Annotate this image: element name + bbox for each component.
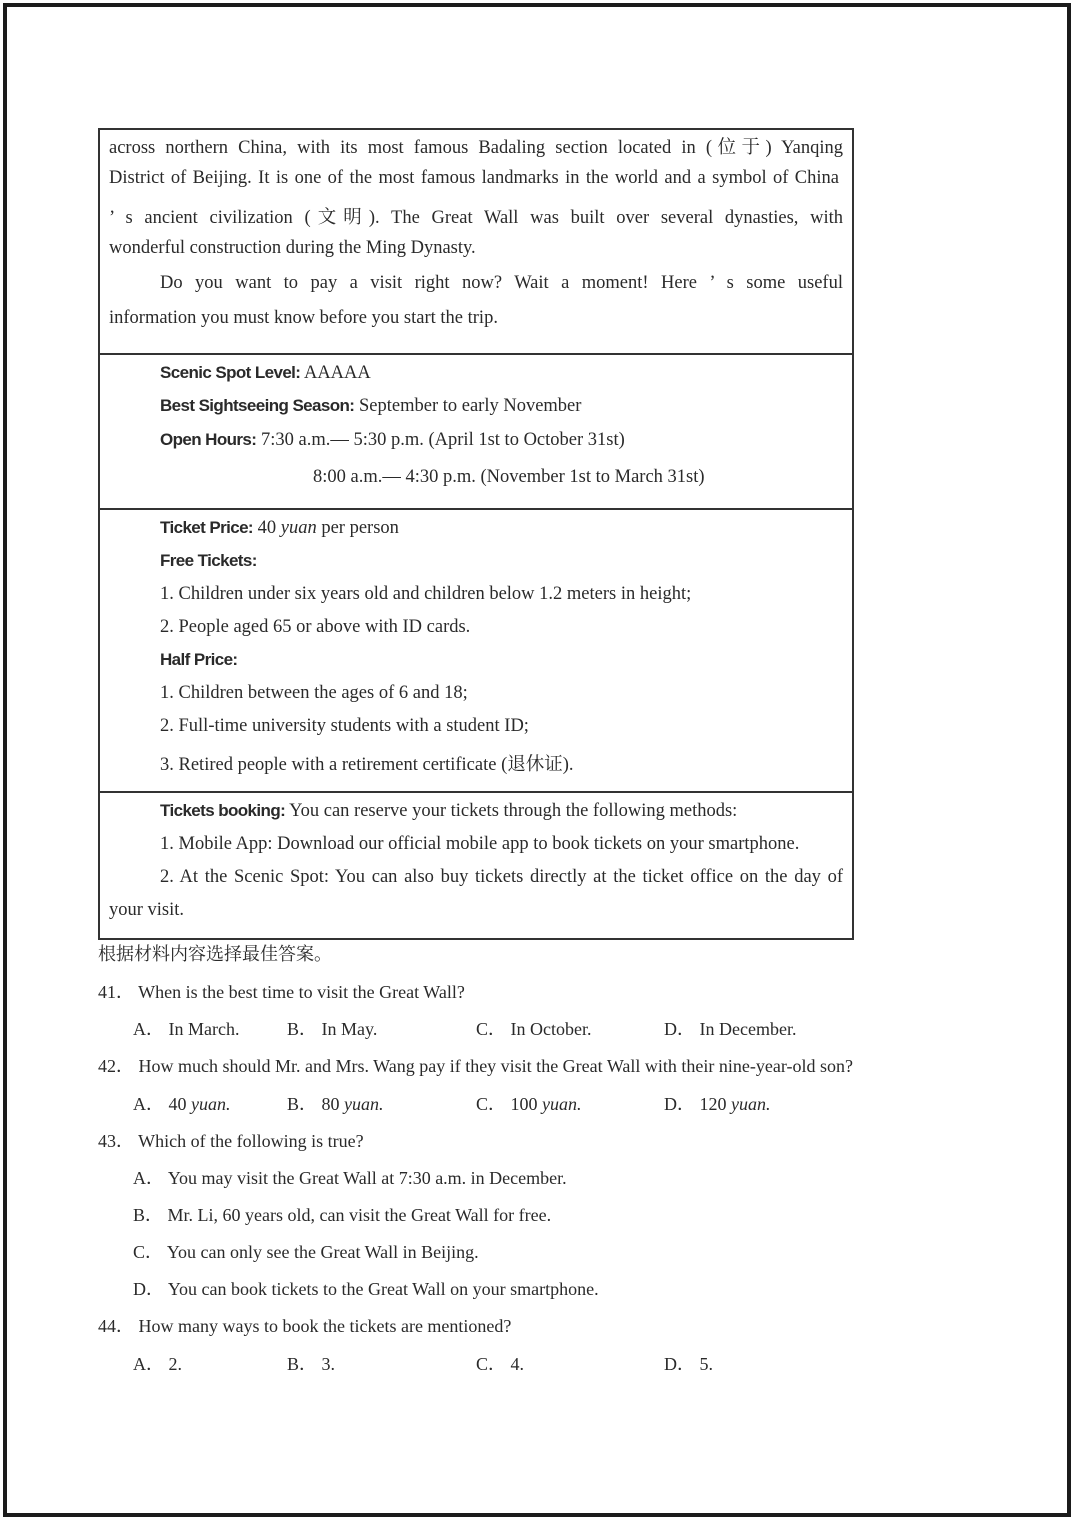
q42-option-d-text: D． 120 [664,1094,731,1114]
passage-box [98,128,854,355]
season-label: Best Sightseeing Season: [160,396,355,415]
q42-option-b [287,1090,384,1116]
ticket-price-suffix: per person [316,518,399,538]
question-41: 41． When is the best time to visit the Great Wall? [98,982,465,1002]
booking-method: 2. At the Scenic Spot: You can also buy tickets directly at the ticket office on the day of [160,867,843,887]
question-43: 43． Which of the following is true? [98,1131,364,1151]
q42-option-a [133,1090,231,1116]
half-price-item: 2. Full-time university students with a student ID; [160,716,529,736]
q41-option-b: B． In May. [287,1019,378,1039]
q42-option-d [664,1090,771,1116]
passage-line: information you must know before you start the trip. [109,308,498,328]
passage-line: wonderful construction during the Ming Dynasty. [109,238,476,258]
q44-option-a: A． 2. [133,1354,182,1374]
ticket-price-number: 40 [253,518,281,538]
ticket-price-label: Ticket Price: [160,518,253,537]
q42-option-b-text: B． 80 [287,1094,345,1114]
passage-line: across northern China, with its most famous Badaling section located in (位于) Yanqing [109,138,843,158]
open-hours-winter: 8:00 a.m.— 4:30 p.m. (November 1st to March 31st) [313,467,705,487]
q42-option-c [476,1090,582,1116]
passage-line: District of Beijing. It is one of the most famous landmarks in the world and a symbol of China [109,168,839,188]
scenic-level [160,363,371,384]
ticket-price [160,518,399,539]
q44-option-d: D． 5. [664,1354,713,1374]
booking-intro-text: You can reserve your tickets through the following methods: [285,801,738,821]
scenic-level-value: AAAAA [300,363,371,383]
q41-option-d: D． In December. [664,1019,797,1039]
season-value: September to early November [354,396,582,416]
half-price-label: Half Price: [160,650,238,669]
free-ticket-item: 2. People aged 65 or above with ID cards. [160,617,471,637]
q42-option-c-text: C． 100 [476,1094,543,1114]
q42-option-b-unit: yuan. [344,1094,384,1114]
q41-option-c: C． In October. [476,1019,592,1039]
tickets-box [98,510,854,793]
info-box [98,355,854,510]
q43-option-c: C． You can only see the Great Wall in Beijing. [133,1242,479,1262]
hours-value: 7:30 a.m.— 5:30 p.m. (April 1st to October 31st) [256,430,625,450]
booking-method-continued: your visit. [109,900,185,920]
q42-option-a-unit: yuan. [191,1094,231,1114]
q42-option-c-unit: yuan. [542,1094,582,1114]
free-tickets-heading [160,551,257,572]
sightseeing-season [160,396,581,417]
q42-option-d-unit: yuan. [731,1094,771,1114]
q43-option-d: D． You can book tickets to the Great Wall on your smartphone. [133,1279,599,1299]
instruction: 根据材料内容选择最佳答案。 [98,944,332,964]
booking-method: 1. Mobile App: Download our official mobile app to book tickets on your smartphone. [160,834,800,854]
question-42: 42． How much should Mr. and Mrs. Wang pay if they visit the Great Wall with their nine-year-old son? [98,1056,853,1076]
q43-option-a: A． You may visit the Great Wall at 7:30 a.m. in December. [133,1168,567,1188]
half-price-item: 1. Children between the ages of 6 and 18; [160,683,468,703]
q43-option-b: B． Mr. Li, 60 years old, can visit the Great Wall for free. [133,1205,552,1225]
q44-option-b: B． 3. [287,1354,336,1374]
free-ticket-item: 1. Children under six years old and children below 1.2 meters in height; [160,584,692,604]
ticket-price-unit: yuan [280,518,317,538]
free-tickets-label: Free Tickets: [160,551,257,570]
hours-label: Open Hours: [160,430,257,449]
question-44: 44． How many ways to book the tickets are mentioned? [98,1316,512,1336]
scenic-level-label: Scenic Spot Level: [160,363,301,382]
booking-box [98,793,854,940]
passage-line: ’ s ancient civilization (文明). The Great Wall was built over several dynasties, with [109,208,843,228]
open-hours [160,430,625,451]
half-price-heading [160,650,238,671]
q42-option-a-text: A． 40 [133,1094,191,1114]
booking-intro [160,801,737,822]
passage-line: Do you want to pay a visit right now? Wait a moment! Here ’ s some useful [160,273,843,293]
q41-option-a: A． In March. [133,1019,240,1039]
half-price-item: 3. Retired people with a retirement certificate (退休证). [160,755,574,775]
booking-label: Tickets booking: [160,801,286,820]
q44-option-c: C． 4. [476,1354,525,1374]
